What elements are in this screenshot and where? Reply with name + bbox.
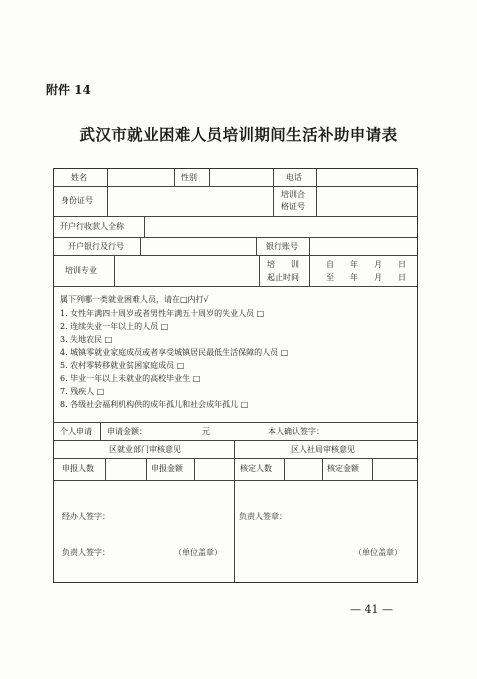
seal-left: （单位盖章） [174,548,222,557]
apply-amount-label: 申请金额： [107,427,147,436]
id-number-label: 身份证号 [61,196,93,205]
applicants-count-field[interactable] [106,459,146,480]
yuan-unit: 元 [202,427,210,436]
category-prompt: 属下列哪一类就业困难人员，请在□内打√ [60,295,209,304]
bank-account-label: 银行账号 [266,242,298,251]
training-period-label-line1: 培 训 [267,260,299,269]
gender-field[interactable] [210,169,273,186]
phone-field[interactable] [317,169,417,186]
district-review-title: 区就业部门审核意见 [109,445,181,454]
certificate-label-line1: 培训合 [281,190,305,199]
certificate-number-field[interactable] [317,186,417,216]
applicants-count-label: 申报人数 [62,464,94,473]
category-option-3[interactable]: 3. 失地农民 □ [60,335,113,344]
approved-amount-label: 核定金额 [327,464,359,473]
training-major-field[interactable] [115,255,259,286]
phone-label: 电话 [286,173,302,182]
personal-apply-label: 个人申请 [60,427,92,436]
self-sign-label: 本人确认签字： [268,427,324,436]
name-field[interactable] [108,169,174,186]
certificate-label-line2: 格证号 [281,202,305,211]
name-label: 姓名 [71,173,87,182]
handler-sign-field[interactable] [124,507,224,523]
bank-account-field[interactable] [310,237,417,255]
chief-sign-label-left: 负责人签字： [62,548,110,557]
page-number: — 41 — [350,603,393,616]
category-option-4[interactable]: 4. 城镇零就业家庭成员或者享受城镇居民最低生活保障的人员 □ [60,348,289,357]
gender-label: 性别 [181,173,197,182]
payee-name-label: 开户行收款人全称 [60,222,124,231]
end-date-field[interactable]: 至 年 月 日 [326,273,406,282]
category-option-5[interactable]: 5. 农村零转移就业贫困家庭成员 □ [60,361,185,370]
bank-field[interactable] [141,237,256,255]
declared-amount-label: 申报金额 [151,464,183,473]
approved-count-label: 核定人数 [240,464,272,473]
self-sign-field[interactable] [324,423,414,439]
category-option-6[interactable]: 6. 毕业一年以上未就业的高校毕业生 □ [60,374,201,383]
seal-right: （单位盖章） [354,548,402,557]
category-option-2[interactable]: 2. 连续失业一年以上的人员 □ [60,322,169,331]
apply-amount-field[interactable] [149,423,199,439]
start-date-field[interactable]: 自 年 月 日 [326,260,406,269]
bank-label: 开户银行及行号 [68,242,124,251]
chief-sign-field-right[interactable] [300,507,410,523]
chief-sign-label-right: 负责人签章： [239,512,287,521]
category-option-8[interactable]: 8. 各级社会福利机构供的成年孤儿和社会成年孤儿 □ [60,400,249,409]
category-option-1[interactable]: 1. 女性年满四十周岁或者男性年满五十周岁的失业人员 □ [60,309,265,318]
chief-sign-field-left[interactable] [116,543,166,559]
training-period-label-line2: 起止时间 [267,273,299,282]
approved-count-field[interactable] [285,459,322,480]
category-option-7[interactable]: 7. 残疾人 □ [60,387,105,396]
declared-amount-field[interactable] [195,459,234,480]
attachment-label: 附件 14 [46,83,91,97]
id-number-field[interactable] [108,186,273,216]
form-title: 武汉市就业困难人员培训期间生活补助申请表 [79,125,398,144]
training-major-label: 培训专业 [65,266,97,275]
approved-amount-field[interactable] [373,459,417,480]
payee-name-field[interactable] [145,216,417,237]
handler-sign-label: 经办人签字： [62,512,110,521]
application-form-table [53,168,418,583]
hr-review-title: 区人社局审核意见 [291,445,355,454]
